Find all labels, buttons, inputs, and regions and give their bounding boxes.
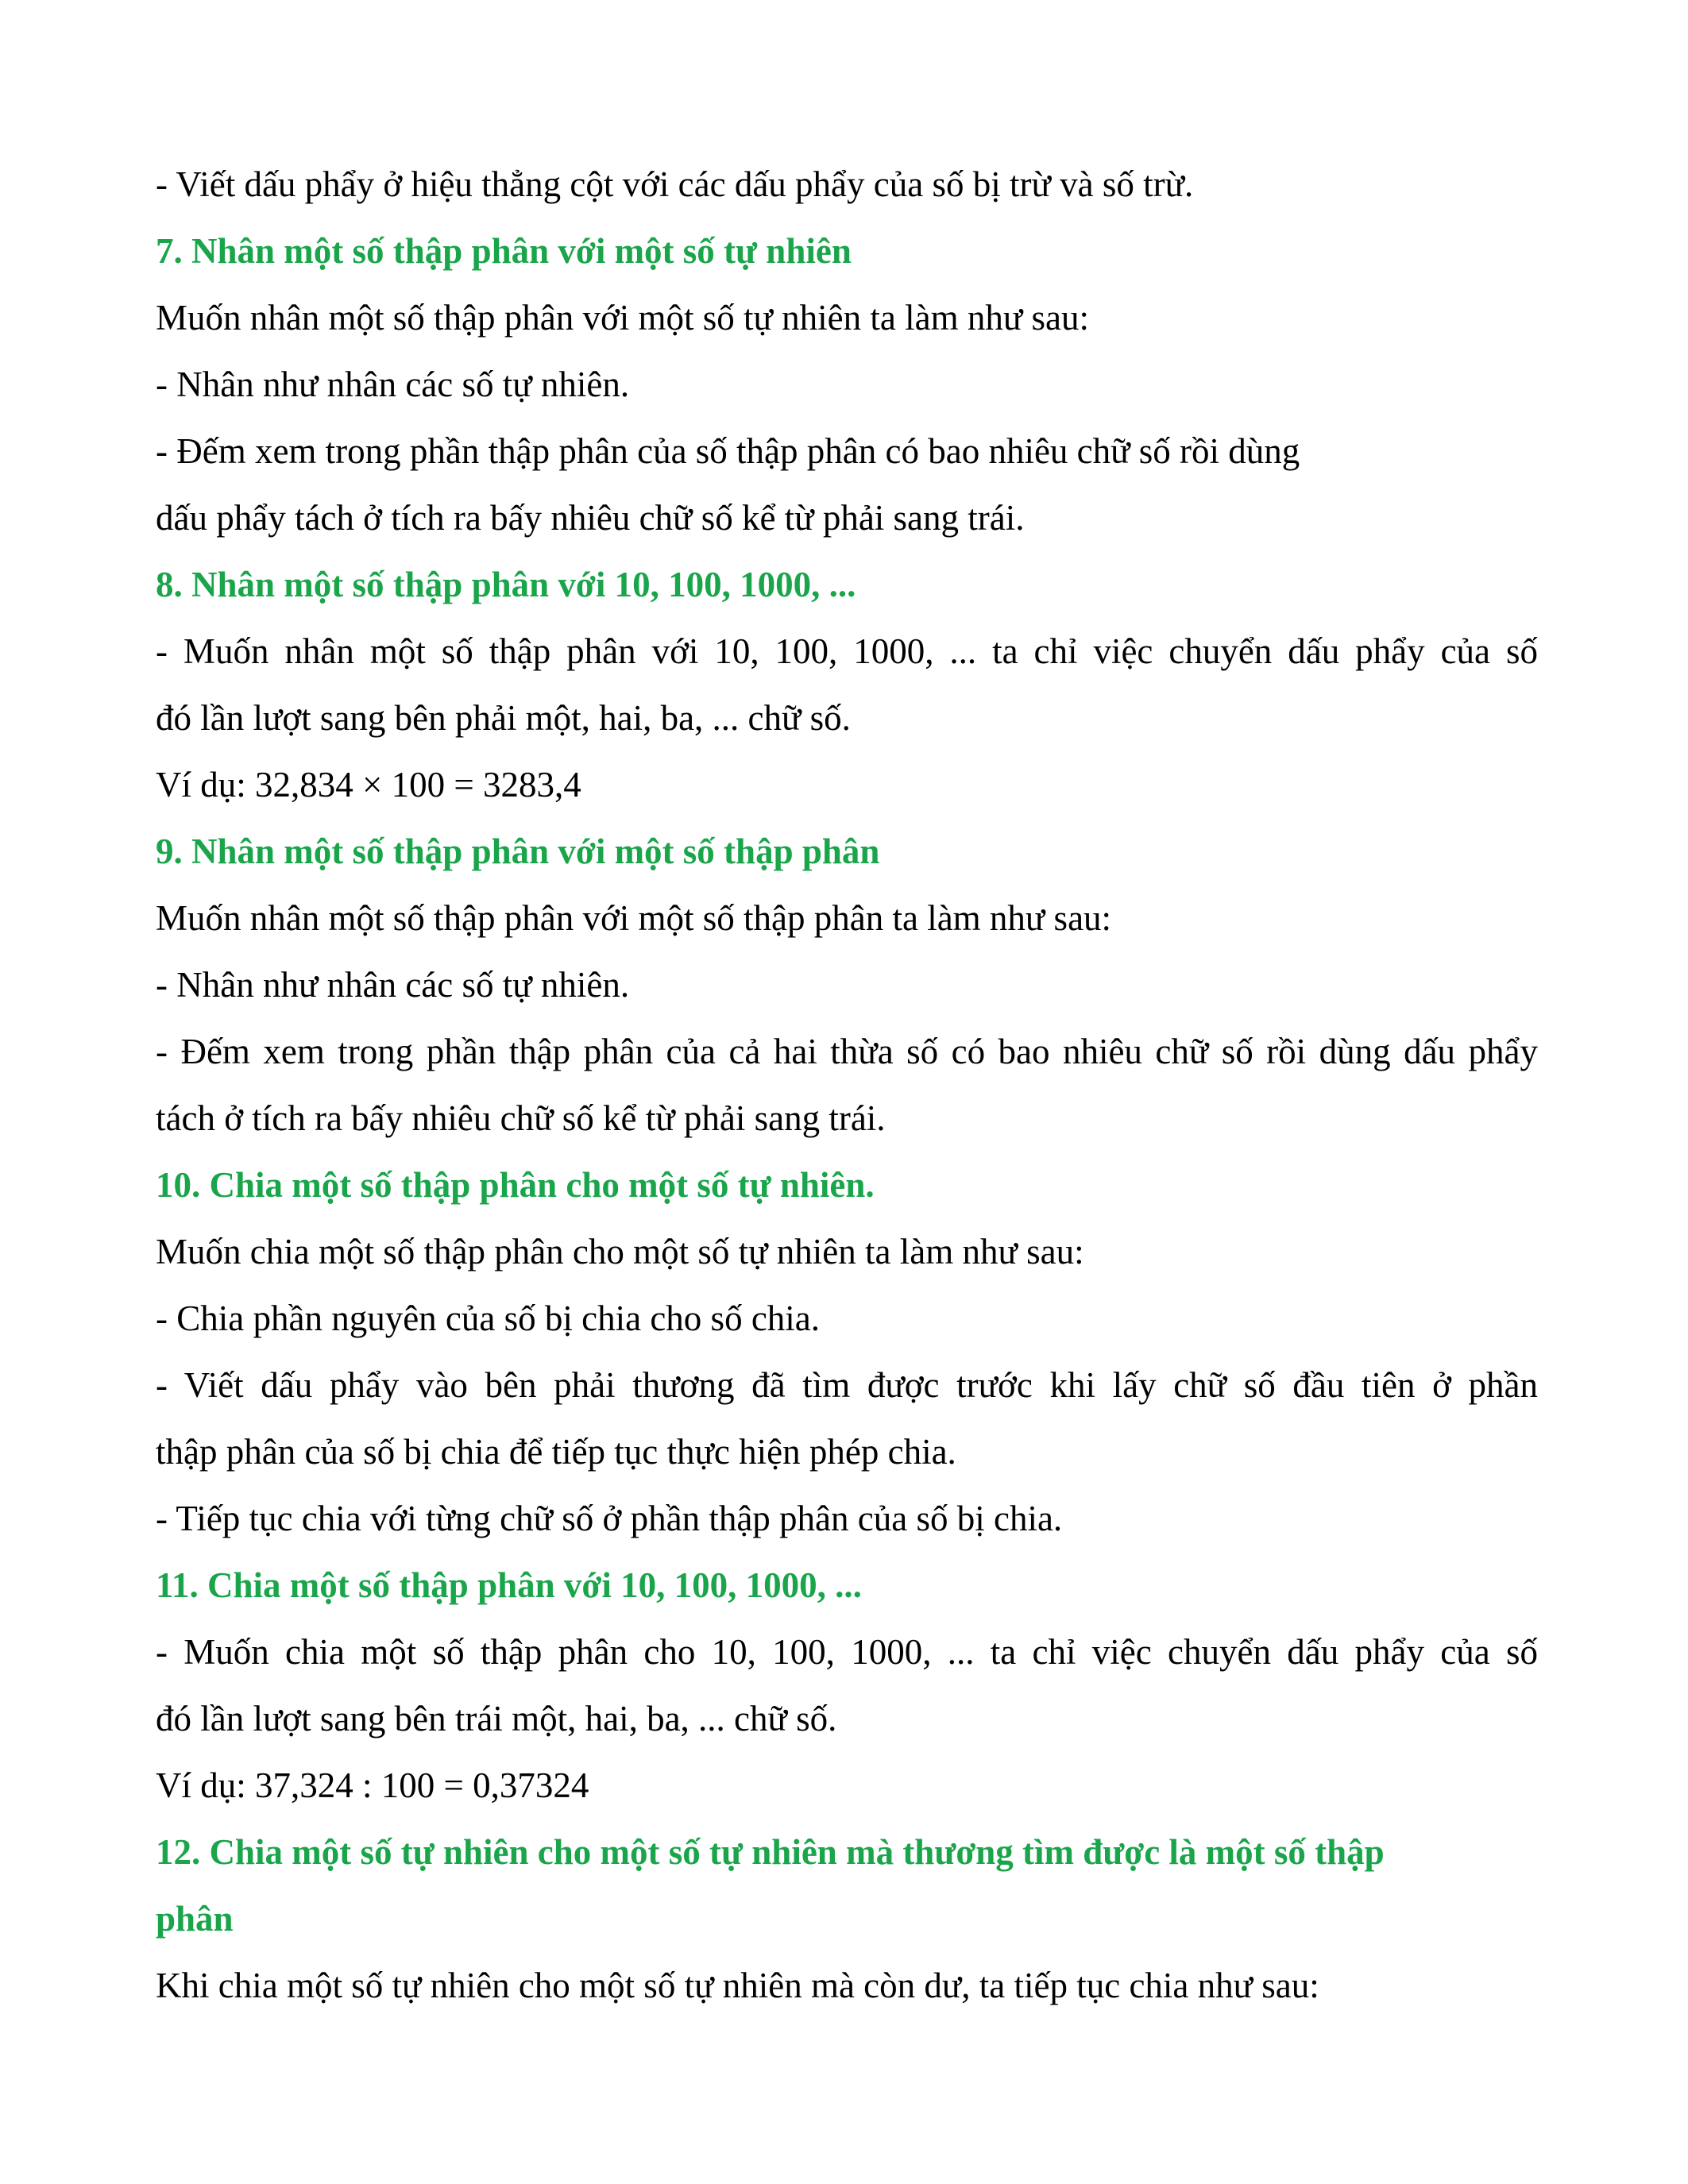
body-line: đó lần lượt sang bên trái một, hai, ba, ... chữ số.: [156, 1699, 837, 1738]
body-line: thập phân của số bị chia để tiếp tục thực hiện phép chia.: [156, 1432, 956, 1472]
body-line: - Viết dấu phẩy vào bên phải thương đã tìm được trước khi lấy chữ số đầu tiên ở phần: [156, 1365, 1538, 1405]
body-line: - Tiếp tục chia với từng chữ số ở phần thập phân của số bị chia.: [156, 1499, 1063, 1538]
body-line: - Chia phần nguyên của số bị chia cho số chia.: [156, 1298, 821, 1338]
body-line: Muốn nhân một số thập phân với một số thập phân ta làm như sau:: [156, 898, 1112, 938]
section-heading-11: 11. Chia một số thập phân với 10, 100, 1000, ...: [156, 1565, 862, 1605]
body-line: Khi chia một số tự nhiên cho một số tự nhiên mà còn dư, ta tiếp tục chia như sau:: [156, 1966, 1319, 2005]
section-heading-12-continued: phân: [156, 1899, 234, 1939]
body-line: - Đếm xem trong phần thập phân của cả hai thừa số có bao nhiêu chữ số rồi dùng dấu phẩy: [156, 1032, 1538, 1071]
section-heading-10: 10. Chia một số thập phân cho một số tự nhiên.: [156, 1165, 875, 1205]
example-line: Ví dụ: 32,834 × 100 = 3283,4: [156, 765, 581, 805]
body-line: đó lần lượt sang bên phải một, hai, ba, ... chữ số.: [156, 698, 851, 738]
body-line: tách ở tích ra bấy nhiêu chữ số kể từ phải sang trái.: [156, 1098, 886, 1138]
body-line: - Viết dấu phẩy ở hiệu thẳng cột với các dấu phẩy của số bị trừ và số trừ.: [156, 164, 1194, 204]
body-line: - Đếm xem trong phần thập phân của số thập phân có bao nhiêu chữ số rồi dùng: [156, 431, 1300, 471]
section-heading-12: 12. Chia một số tự nhiên cho một số tự nhiên mà thương tìm được là một số thập: [156, 1832, 1385, 1872]
example-line: Ví dụ: 37,324 : 100 = 0,37324: [156, 1765, 589, 1805]
body-line: Muốn nhân một số thập phân với một số tự nhiên ta làm như sau:: [156, 298, 1089, 338]
body-line: - Muốn chia một số thập phân cho 10, 100, 1000, ... ta chỉ việc chuyển dấu phẩy của số: [156, 1632, 1538, 1672]
body-line: dấu phẩy tách ở tích ra bấy nhiêu chữ số kể từ phải sang trái.: [156, 498, 1025, 538]
document-page: [156, 151, 1538, 2019]
body-line: Muốn chia một số thập phân cho một số tự nhiên ta làm như sau:: [156, 1232, 1084, 1271]
section-heading-9: 9. Nhân một số thập phân với một số thập phân: [156, 832, 880, 871]
body-line: - Nhân như nhân các số tự nhiên.: [156, 965, 630, 1005]
body-line: - Nhân như nhân các số tự nhiên.: [156, 365, 630, 404]
body-line: - Muốn nhân một số thập phân với 10, 100, 1000, ... ta chỉ việc chuyển dấu phẩy của số: [156, 631, 1538, 671]
section-heading-7: 7. Nhân một số thập phân với một số tự nhiên: [156, 231, 852, 271]
section-heading-8: 8. Nhân một số thập phân với 10, 100, 1000, ...: [156, 565, 856, 604]
